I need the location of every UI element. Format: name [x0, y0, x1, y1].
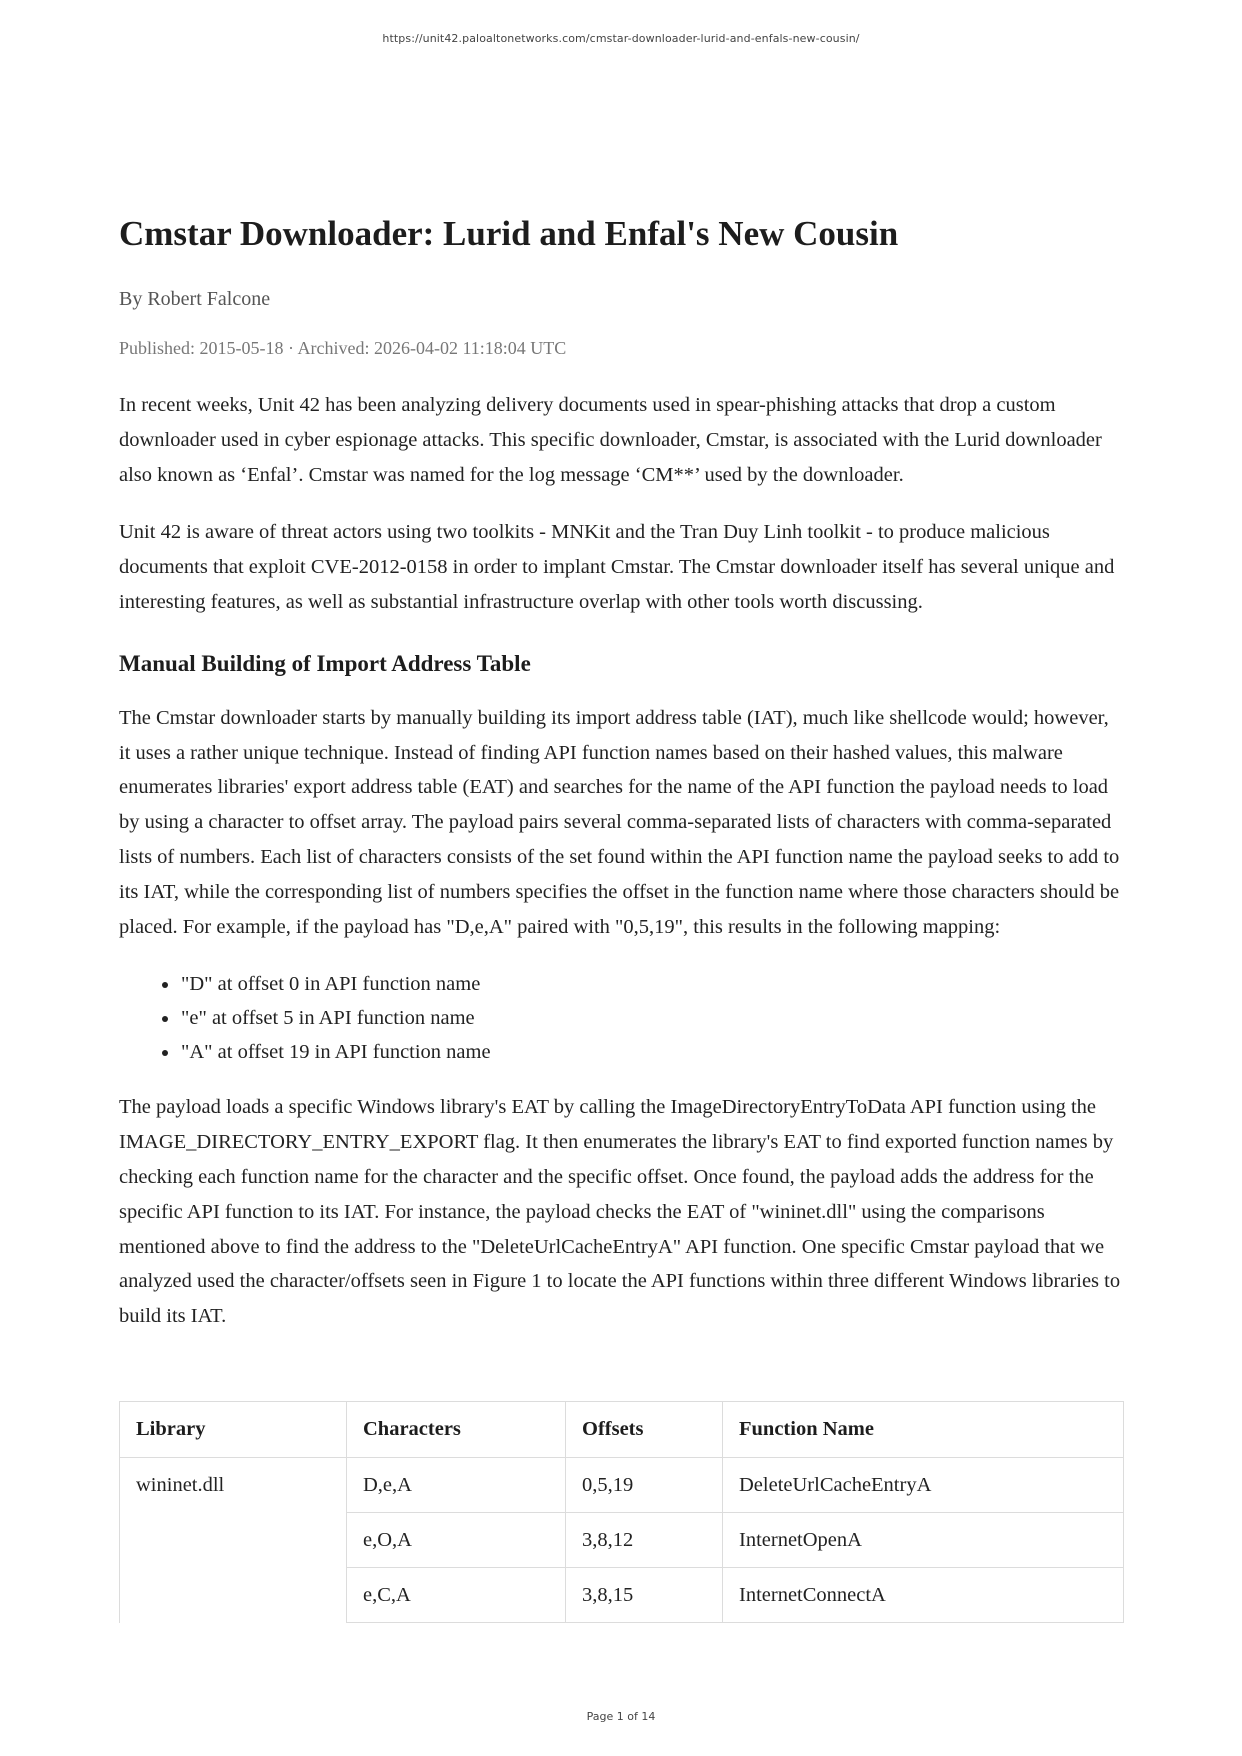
cell-offsets: 3,8,12 [566, 1513, 723, 1568]
list-item [181, 1001, 1123, 1035]
article-body [119, 388, 1123, 1357]
list-item-text: "e" at offset 5 in API function name [181, 1007, 475, 1030]
article-byline: By Robert Falcone [119, 288, 271, 310]
section-heading: Manual Building of Import Address Table [119, 650, 531, 676]
bullet-icon [162, 1050, 168, 1056]
list-item [181, 1035, 1123, 1069]
paragraph-iat-technique: The Cmstar downloader starts by manually building its import address table (IAT), much like shellcode would; however, it uses a rather unique technique. Instead of finding API function names based on their hashed values, this malware enumerates libraries' export address table (EAT) and searches for the name of the API function the payload needs to load by using a character to offset array. The payload pairs several comma-separated lists of characters with comma-separated lists of numbers. Each list of characters consists of the set found within the API function name the payload seeks to add to its IAT, while the corresponding list of numbers specifies the offset in the function name where those characters should be placed. For example, if the payload has "D,e,A" paired with "0,5,19", this results in the following mapping: [119, 706, 1120, 938]
column-header-characters: Characters [347, 1402, 566, 1458]
paragraph-toolkits: Unit 42 is aware of threat actors using two toolkits - MNKit and the Tran Duy Linh toolkit - to produce malicious documents that exploit CVE-2012-0158 in order to implant Cmstar. The Cmstar downloader itself has several unique and interesting features, as well as substantial infrastructure overlap with other tools worth discussing. [119, 521, 1115, 613]
cell-offsets: 0,5,19 [566, 1458, 723, 1513]
article-meta: Published: 2015-05-18 · Archived: 2026-04-02 11:18:04 UTC [119, 338, 567, 358]
bullet-icon [162, 982, 168, 988]
cell-offsets: 3,8,15 [566, 1568, 723, 1623]
cell-function-name: InternetConnectA [723, 1568, 1124, 1623]
page-number: Page 1 of 14 [586, 1710, 656, 1723]
column-header-function-name: Function Name [723, 1402, 1124, 1458]
column-header-offsets: Offsets [566, 1402, 723, 1458]
cell-library: wininet.dll [120, 1458, 347, 1623]
column-header-library: Library [120, 1402, 347, 1458]
table-header-row [120, 1402, 1124, 1458]
cell-characters: e,O,A [347, 1513, 566, 1568]
cell-characters: D,e,A [347, 1458, 566, 1513]
cell-function-name: InternetOpenA [723, 1513, 1124, 1568]
list-item-text: "A" at offset 19 in API function name [181, 1041, 491, 1064]
iat-table [119, 1401, 1124, 1623]
bullet-icon [162, 1016, 168, 1022]
list-item-text: "D" at offset 0 in API function name [181, 973, 481, 996]
cell-characters: e,C,A [347, 1568, 566, 1623]
cell-function-name: DeleteUrlCacheEntryA [723, 1458, 1124, 1513]
article-title: Cmstar Downloader: Lurid and Enfal's New Cousin [119, 214, 899, 253]
page-url-header: https://unit42.paloaltonetworks.com/cmstar-downloader-lurid-and-enfals-new-cousin/ [382, 32, 860, 45]
paragraph-eat-lookup: The payload loads a specific Windows library's EAT by calling the ImageDirectoryEntryToData API function using the IMAGE_DIRECTORY_ENTRY_EXPORT flag. It then enumerates the library's EAT to find exported function names by checking each function name for the character and the specific offset. Once found, the payload adds the address for the specific API function to its IAT. For instance, the payload checks the EAT of "wininet.dll" using the comparisons mentioned above to find the address to the "DeleteUrlCacheEntryA" API function. One specific Cmstar payload that we analyzed used the character/offsets seen in Figure 1 to locate the API functions within three different Windows libraries to build its IAT. [119, 1096, 1121, 1328]
mapping-list [119, 967, 1123, 1069]
list-item [181, 967, 1123, 1001]
table-row [120, 1458, 1124, 1513]
paragraph-intro: In recent weeks, Unit 42 has been analyzing delivery documents used in spear-phishing attacks that drop a custom downloader used in cyber espionage attacks. This specific downloader, Cmstar, is associated with the Lurid downloader also known as ‘Enfal’. Cmstar was named for the log message ‘CM**’ used by the downloader. [119, 394, 1102, 486]
